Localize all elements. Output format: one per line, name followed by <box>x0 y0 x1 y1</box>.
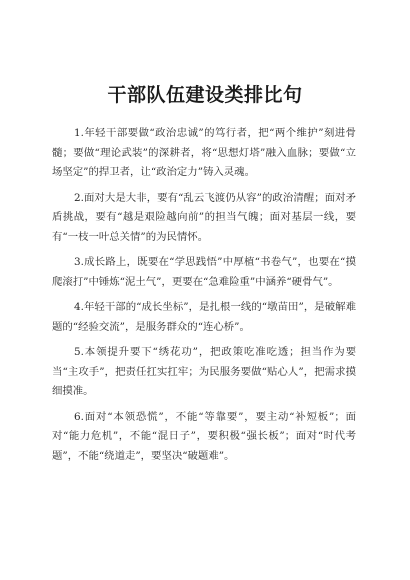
paragraph-6: 6.面对“本领恐慌”，不能“等靠要”，要主动“补短板”；面对“能力危机”，不能“混日子”，要积极“强长板”；面对“时代考题”，不能“绕道走”，要坚决“破题难”。 <box>52 410 356 462</box>
document-title: 干部队伍建设类排比句 <box>107 84 303 106</box>
paragraph-4: 4.年轻干部的“成长坐标”，是扎根一线的“墩苗田”，是破解难题的“经验交流”，是服务群众的“连心桥”。 <box>52 301 356 333</box>
paragraph-5: 5.本领提升要下“绣花功”，把政策吃准吃透；担当作为要当“主攻手”，把责任扛实扛牢；为民服务要做“贴心人”，把需求摸细摸准。 <box>52 346 356 397</box>
paragraph-2: 2.面对大是大非，要有“乱云飞渡仍从容”的政治清醒；面对矛盾挑战，要有“越是艰险越向前”的担当气魄；面对基层一线，要有“一枝一叶总关情”的为民情怀。 <box>52 191 356 243</box>
paragraph-1: 1.年轻干部要做“政治忠诚”的笃行者，把“两个维护”刻进骨髓；要做“理论武装”的深耕者，将“思想灯塔”融入血脉；要做“立场坚定”的捍卫者，让“政治定力”铸入灵魂。 <box>52 127 356 178</box>
paragraph-3: 3.成长路上，既要在“学思践悟”中厚植“书卷气”，也要在“摸爬滚打”中锤炼“泥土气”，更要在“急难险重”中涵养“硬骨气”。 <box>52 256 356 288</box>
document-body <box>52 124 356 472</box>
